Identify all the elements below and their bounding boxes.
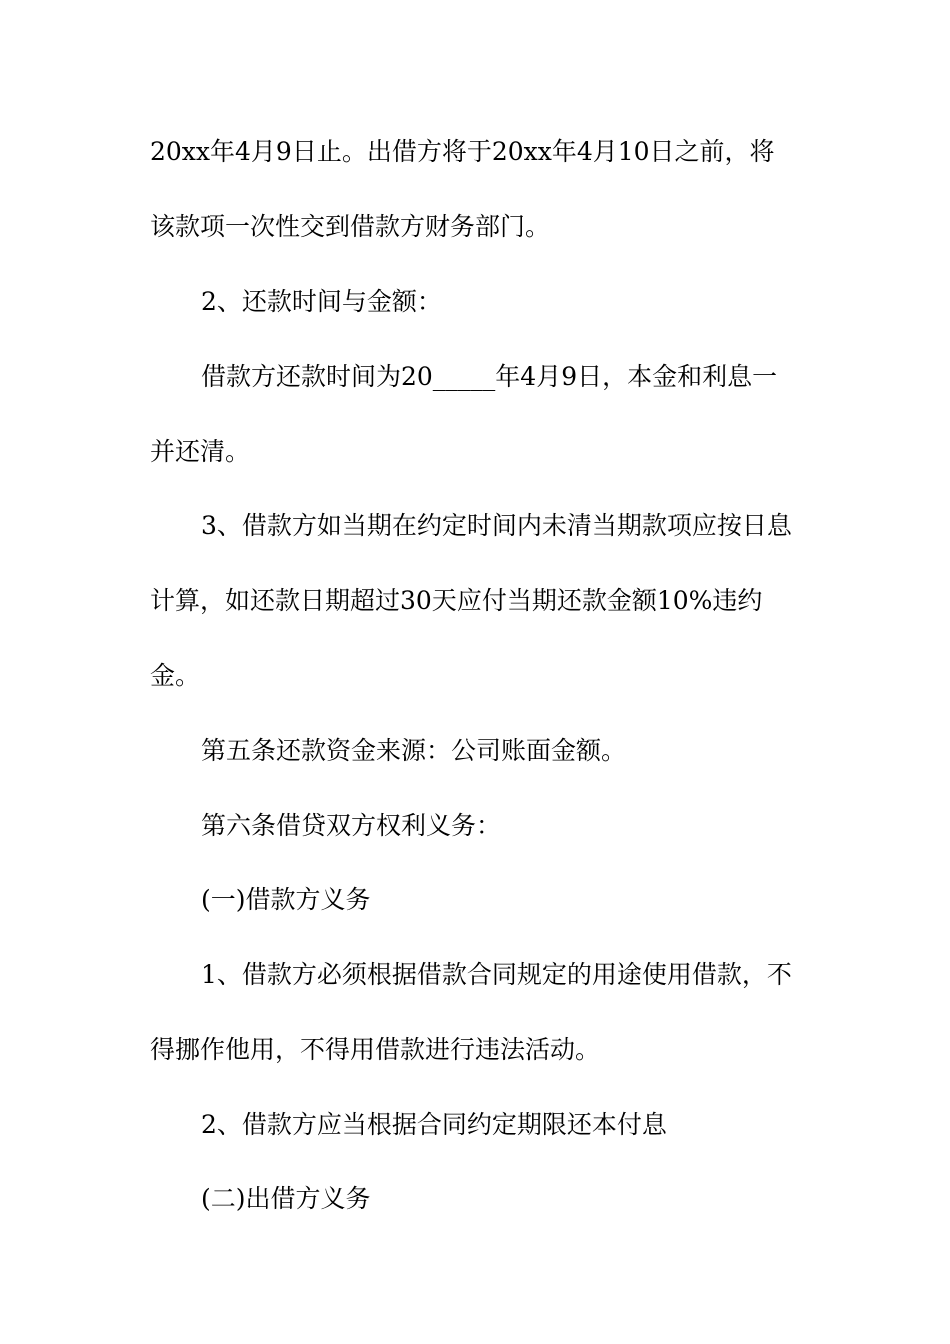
text-line-2: 该款项一次性交到借款方财务部门。 [150, 212, 551, 241]
text-line-14: 2、借款方应当根据合同约定期限还本付息 [201, 1110, 667, 1139]
text-line-6: 3、借款方如当期在约定时间内未清当期款项应按日息 [201, 511, 792, 540]
text-line-4: 借款方还款时间为20_____年4月9日，本金和利息一 [201, 362, 778, 391]
text-line-3: 2、还款时间与金额： [201, 287, 442, 316]
text-line-15: (二)出借方义务 [201, 1184, 371, 1213]
text-line-8: 金。 [150, 661, 201, 690]
text-line-12: 1、借款方必须根据借款合同规定的用途使用借款，不 [201, 960, 792, 989]
text-line-11: (一)借款方义务 [201, 885, 371, 914]
text-line-7: 计算，如还款日期超过30天应付当期还款金额10%违约 [150, 586, 763, 615]
text-line-10: 第六条借贷双方权利义务： [201, 811, 502, 840]
text-line-1: 20xx年4月9日止。出借方将于20xx年4月10日之前，将 [150, 137, 775, 166]
text-line-13: 得挪作他用，不得用借款进行违法活动。 [150, 1035, 601, 1064]
text-line-5: 并还清。 [150, 437, 251, 466]
text-line-9: 第五条还款资金来源：公司账面金额。 [201, 736, 627, 765]
